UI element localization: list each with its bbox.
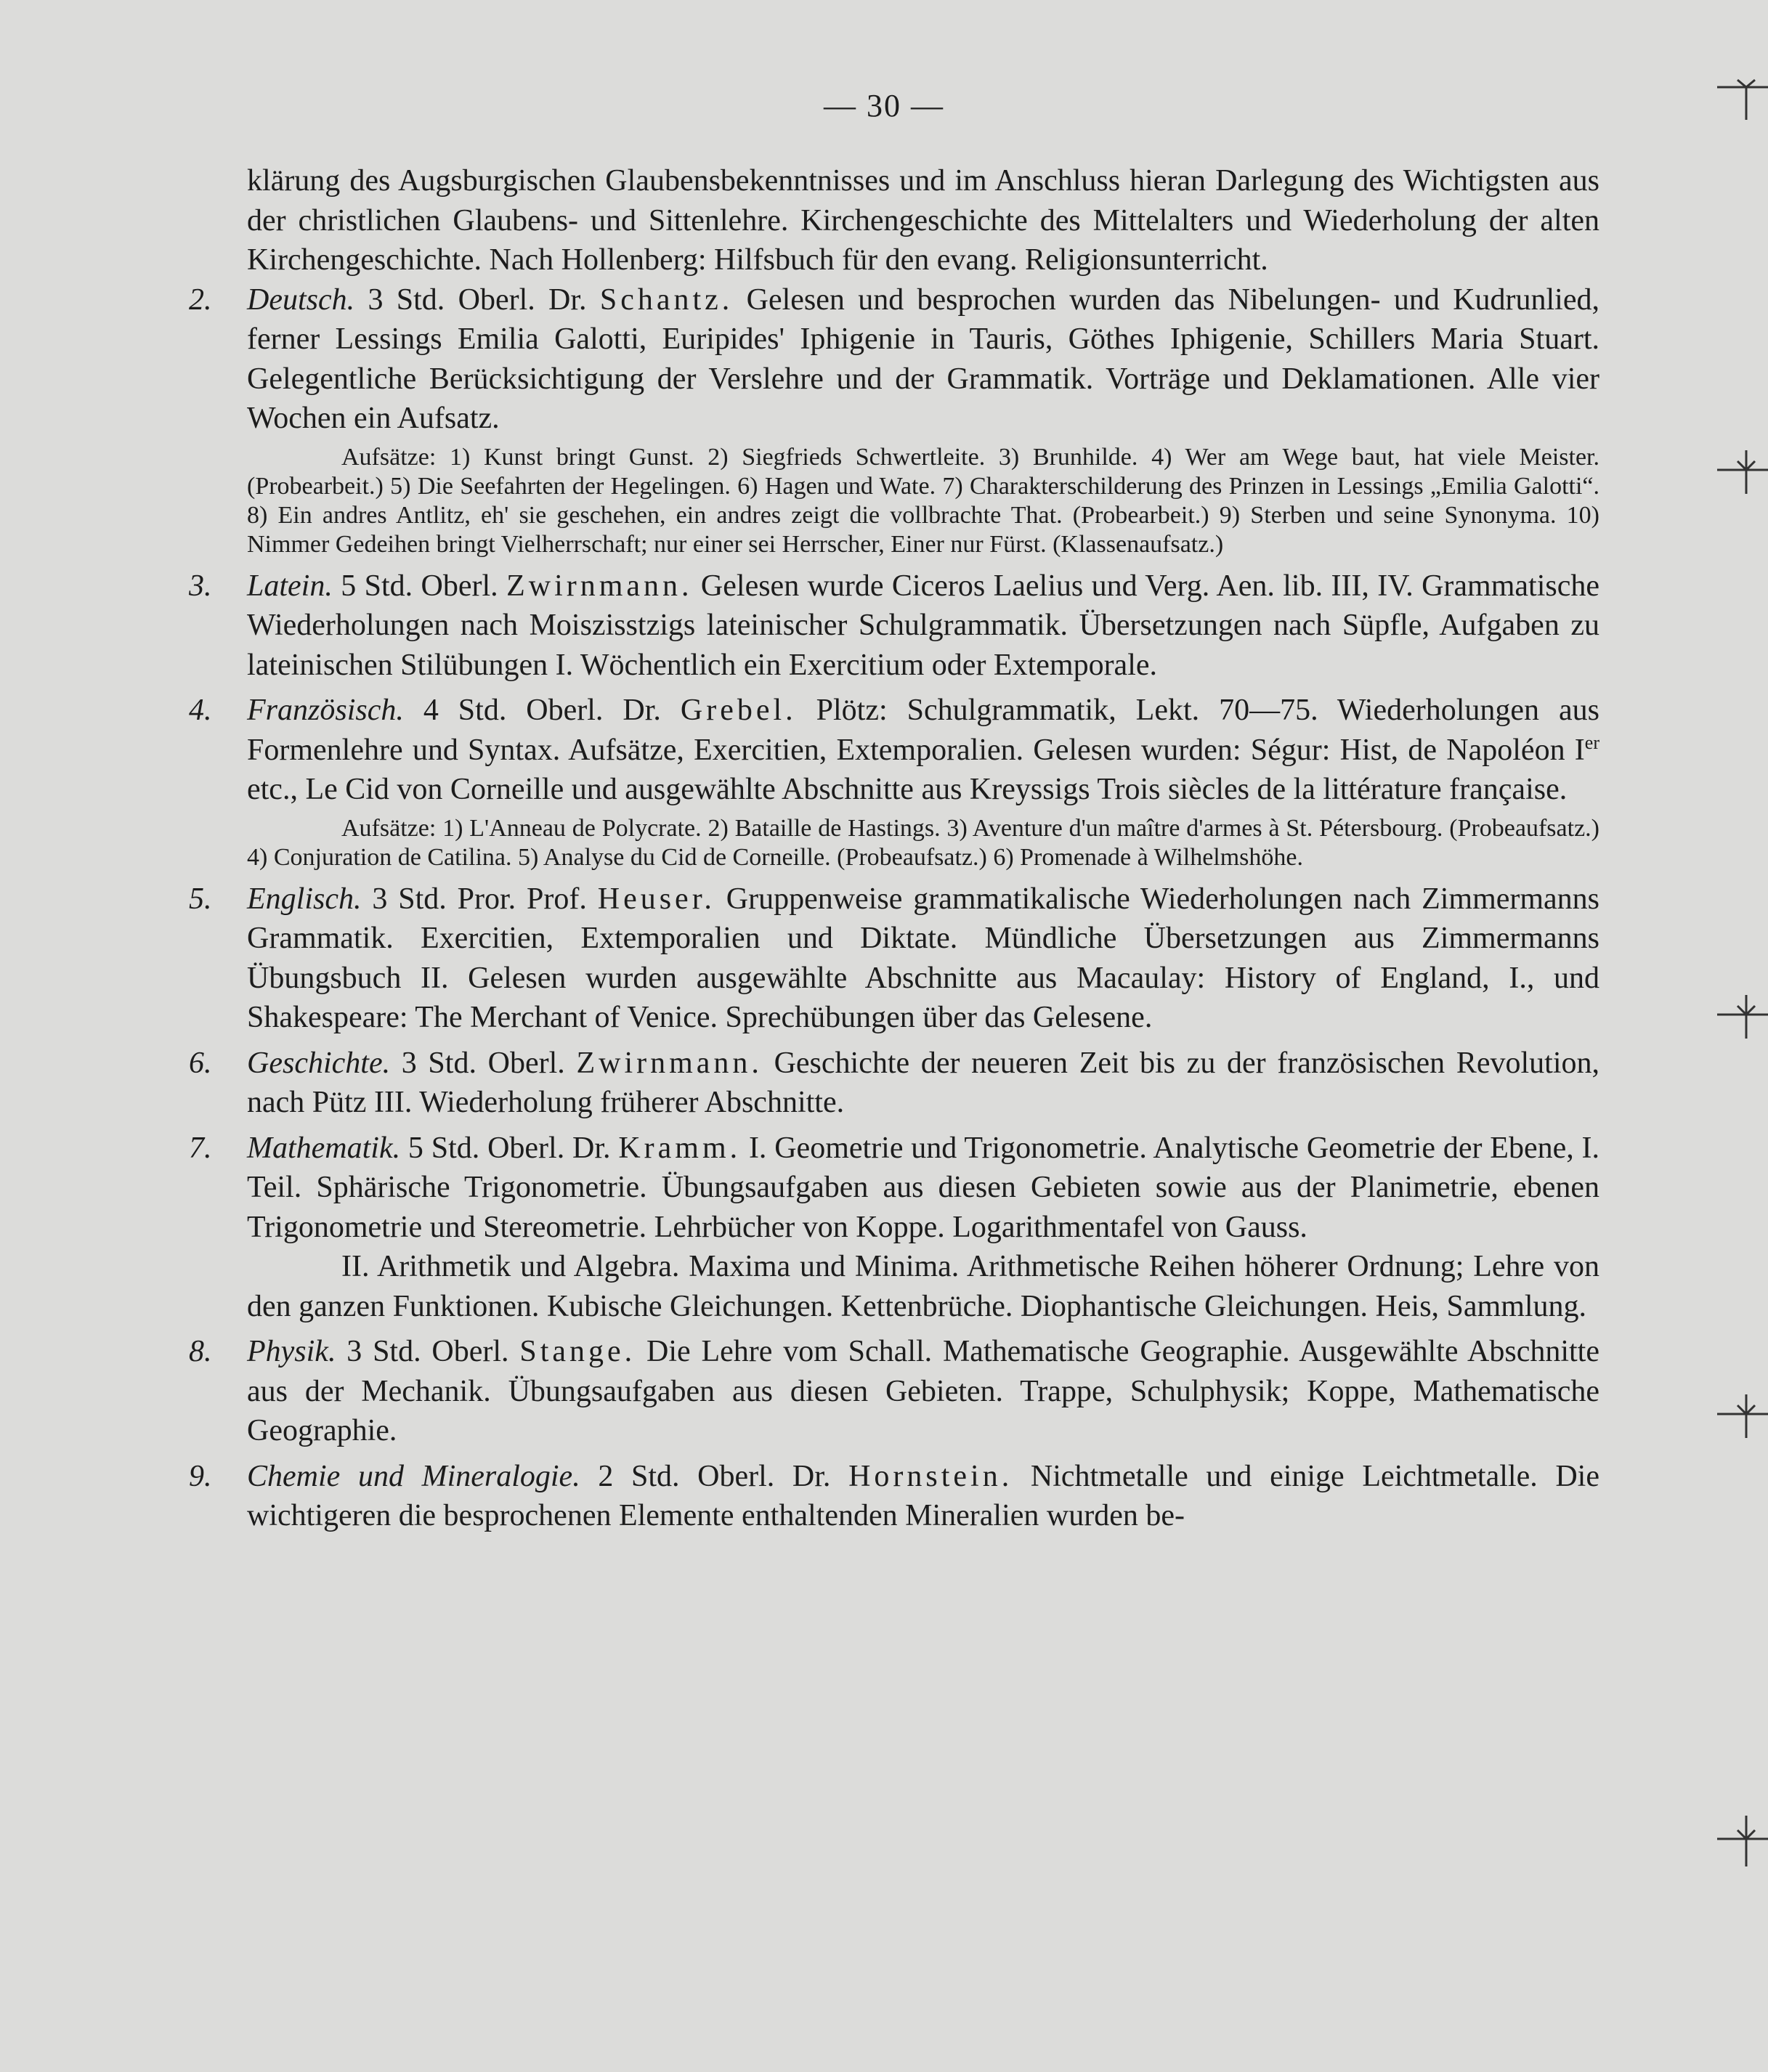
hours: 5 Std. [341,569,413,603]
hours: 3 Std. [346,1335,421,1368]
intro-paragraph: klärung des Augsburgischen Glaubensbekenntnisses und im Anschluss hieran Darlegung des Wichtigsten aus der christlichen Glaubens- und Sittenlehre. Kirchengeschichte des Mittelalters und Wiederholung der alten Kirchengeschichte. Nach Hollenberg: Hilfsbuch für den evang. Religionsunterricht. [247,164,1599,277]
registration-mark-icon [1703,1808,1768,1874]
teacher-title: Oberl. Dr. [487,1131,611,1165]
section-text: Geschichte der neueren Zeit bis zu der französischen Revolution, nach Pütz III. Wiederholung früherer Abschnitte. [247,1046,1600,1119]
teacher-title: Oberl. Dr. [526,694,661,727]
section-deutsch [189,280,1599,559]
superscript: er [1584,731,1599,753]
section-number: 2. [189,283,212,317]
hours: 2 Std. [598,1459,680,1493]
hours: 5 Std. [407,1131,480,1165]
section-text: I. Geometrie und Trigonometrie. Analytische Geometrie der Ebene, I. Teil. Sphärische Trigonometrie. Übungsaufgaben aus diesen Gebieten sowie aus der Planimetrie, ebenen Trigonometrie und Stereometrie. Lehrbücher von Koppe. Logarithmentafel von Gauss. [247,1131,1600,1244]
section-paragraph [247,1129,1599,1248]
section-text: Die Lehre vom Schall. Mathematische Geographie. Ausgewählte Abschnitte aus der Mechanik. Übungsaufgaben aus diesen Gebieten. Trappe, Schulphysik; Koppe, Mathematische Geographie. [247,1335,1599,1447]
page-number: — 30 — [824,88,944,123]
registration-mark-icon [1703,439,1768,505]
registration-mark-icon [1703,984,1768,1049]
teacher-name: Zwirnmann. [576,1046,763,1080]
teacher-name: Heuser. [597,882,715,916]
teacher-name: Kramm. [618,1131,742,1165]
registration-mark-icon [1703,1384,1768,1449]
hours: 3 Std. [401,1046,477,1080]
section-text: Gruppenweise grammatikalische Wiederholungen nach Zimmermanns Grammatik. Exercitien, Extemporalien und Diktate. Mündliche Übersetzungen aus Zimmermanns Übungsbuch II. Gelesen wurden ausgewählte Abschnitte aus Macaulay: History of England, I., und Shakespeare: The Merchant of Venice. Sprechübungen über das Gelesene. [247,882,1600,1034]
section-text: Plötz: Schulgrammatik, Lekt. 70—75. Wiederholungen aus Formenlehre und Syntax. Aufsätze, Exercitien, Extemporalien. Gelesen wurden: Ségur: Hist, de Napoléon I [247,694,1599,767]
teacher-title: Oberl. Dr. [458,283,587,317]
section-paragraph [247,1044,1599,1123]
teacher-title: Oberl. Dr. [697,1459,831,1493]
section-number: 6. [189,1046,212,1080]
essay-note: Aufsätze: 1) L'Anneau de Polycrate. 2) Bataille de Hastings. 3) Aventure d'un maître d'armes à St. Pétersbourg. (Probeaufsatz.) 4) Conjuration de Catilina. 5) Analyse du Cid de Corneille. (Probeaufsatz.) 6) Promenade à Wilhelmshöhe. [247,814,1599,871]
subject: Englisch. [247,882,362,916]
section-paragraph [247,691,1599,810]
hours: 3 Std. [372,882,447,916]
subject: Mathematik. [247,1131,401,1165]
section-number: 3. [189,569,212,603]
hours: 4 Std. [423,694,507,727]
section-text: Gelesen und besprochen wurden das Nibelungen- und Kudrunlied, ferner Lessings Emilia Galotti, Euripides' Iphigenie in Tauris, Göthes Iphigenie, Schillers Maria Stuart. Gelegentliche Berücksichtigung der Verslehre und der Grammatik. Vorträge und Deklamationen. Alle vier Wochen ein Aufsatz. [247,283,1599,435]
section-physik [189,1332,1599,1451]
subject: Chemie und Mineralogie. [247,1459,580,1493]
subject: Geschichte. [247,1046,391,1080]
teacher-title: Oberl. [421,569,498,603]
teacher-name: Hornstein. [848,1459,1013,1493]
section-number: 5. [189,882,212,916]
section-paragraph [247,879,1599,1038]
section-latein [189,566,1599,686]
teacher-title: Oberl. [487,1046,565,1080]
section-text: Nichtmetalle und einige Leichtmetalle. Die wichtigeren die besprochenen Elemente enthaltenden Mineralien wurden be- [247,1459,1599,1532]
page-body [189,161,1600,1536]
section-paragraph [247,1457,1599,1536]
teacher-title: Pror. Prof. [457,882,587,916]
section-englisch [189,879,1600,1038]
subject: Physik. [247,1335,336,1368]
hours: 3 Std. [368,283,445,317]
section-number: 9. [189,1459,212,1493]
teacher-name: Grebel. [680,694,797,727]
essay-note: Aufsätze: 1) Kunst bringt Gunst. 2) Siegfrieds Schwertleite. 3) Brunhilde. 4) Wer am Wege baut, hat viele Meister. (Probearbeit.) 5) Die Seefahrten der Hegelingen. 6) Hagen und Wate. 7) Charakterschilderung des Prinzen in Lessings „Emilia Galotti“. 8) Ein andres Antlitz, eh' sie geschehen, ein andres zeigt die vollbrachte That. (Probearbeit.) 9) Sterben und seine Synonyma. 10) Nimmer Gedeihen bringt Vielherrschaft; nur einer sei Herrscher, Einer nur Fürst. (Klassenaufsatz.) [247,443,1599,558]
subject: Deutsch. [247,283,355,317]
registration-mark-icon [1703,65,1768,131]
section-geschichte [189,1044,1600,1123]
section-franzoesisch [189,691,1599,872]
teacher-name: Zwirnmann. [506,569,693,603]
section-text: Gelesen wurde Ciceros Laelius und Verg. Aen. lib. III, IV. Grammatische Wiederholungen nach Moiszisstzigs lateinischer Schulgrammatik. Übersetzungen nach Süpfle, Aufgaben zu lateinischen Stilübungen I. Wöchentlich ein Exercitium oder Extemporale. [247,569,1599,682]
section-paragraph-2: II. Arithmetik und Algebra. Maxima und Minima. Arithmetische Reihen höherer Ordnung; Lehre von den ganzen Funktionen. Kubische Gleichungen. Kettenbrüche. Diophantische Gleichungen. Heis, Sammlung. [247,1250,1599,1323]
section-paragraph [247,566,1599,686]
section-number: 8. [189,1335,212,1368]
subject: Latein. [247,569,333,603]
section-text-cont: etc., Le Cid von Corneille und ausgewählte Abschnitte aus Kreyssigs Trois siècles de la littérature française. [247,773,1568,806]
section-number: 7. [189,1131,212,1165]
subject: Französisch. [247,694,404,727]
section-paragraph [247,280,1599,439]
teacher-name: Schantz. [599,283,734,317]
teacher-name: Stange. [519,1335,636,1368]
section-paragraph [247,1332,1599,1451]
section-number: 4. [189,694,212,727]
section-mathematik [189,1129,1600,1327]
teacher-title: Oberl. [431,1335,509,1368]
section-chemie [189,1457,1599,1536]
